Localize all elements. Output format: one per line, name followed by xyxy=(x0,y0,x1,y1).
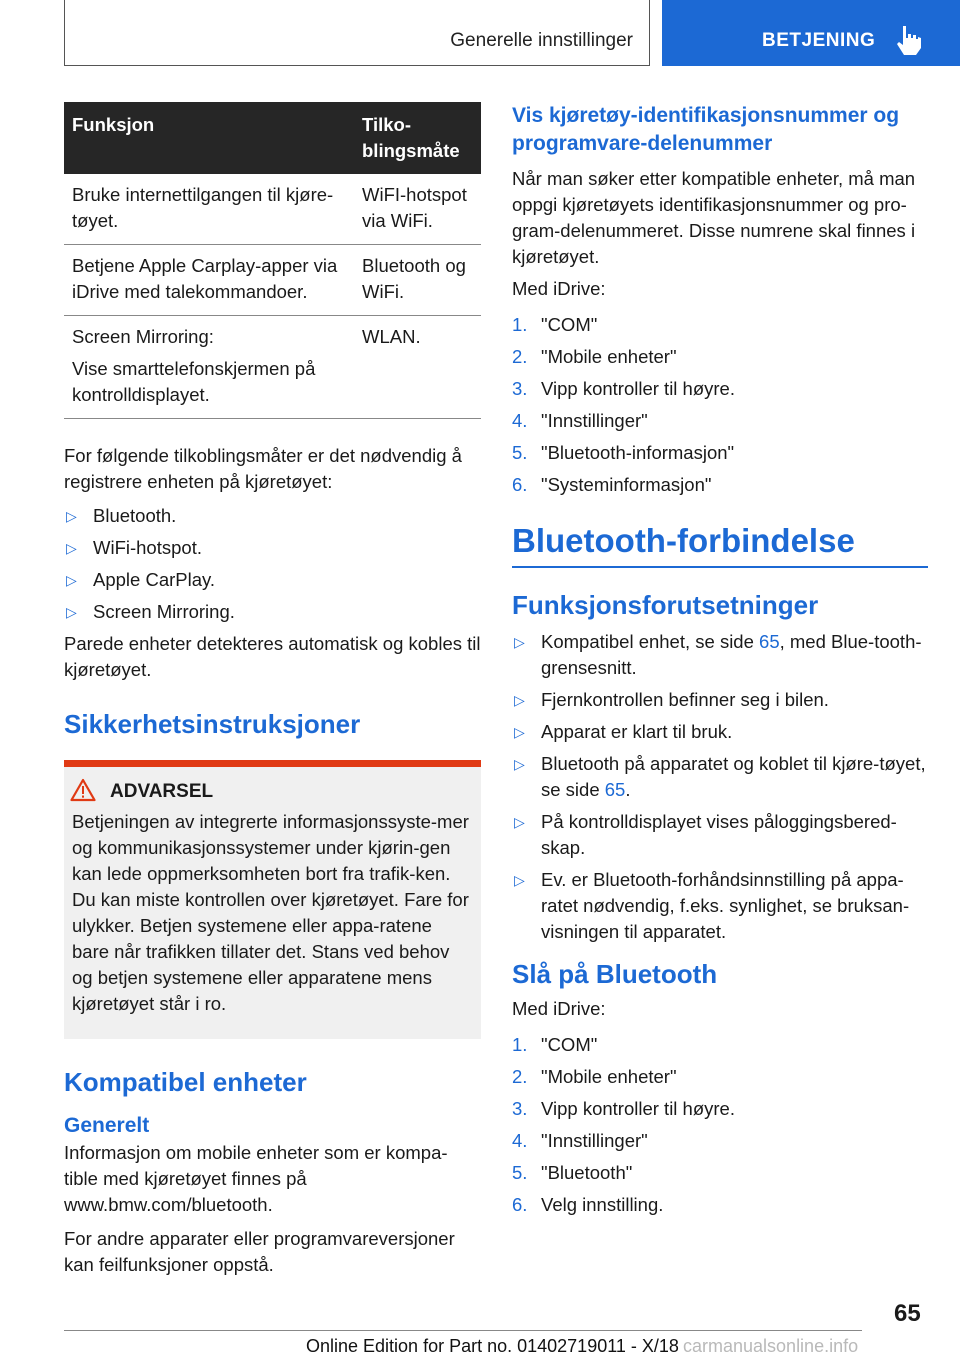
warning-title xyxy=(110,781,473,803)
table-cell-function xyxy=(64,174,354,245)
step-item xyxy=(512,1160,928,1186)
footer-edition: Online Edition for Part no. 01402719011 - X/18 xyxy=(306,1336,679,1356)
table-row xyxy=(64,316,481,419)
step-text: Vipp kontroller til høyre. xyxy=(541,1098,735,1119)
list-item xyxy=(512,751,928,803)
list-item xyxy=(64,567,481,593)
step-text: Velg innstilling. xyxy=(541,1194,664,1215)
step-number: 4. xyxy=(512,410,528,431)
cell-text: Betjene Apple Carplay-apper via iDrive med talekommandoer. xyxy=(72,255,338,302)
step-item xyxy=(512,1032,928,1058)
list-item xyxy=(512,629,928,681)
table-cell-function xyxy=(64,245,354,316)
list-item xyxy=(512,687,928,713)
triangle-bullet-icon: ▷ xyxy=(66,572,77,588)
list-item xyxy=(64,599,481,625)
general-info-text: Informasjon om mobile enheter som er kompa-tible med kjøretøyet finnes på www.bmw.com/bluetooth. xyxy=(64,1142,448,1215)
list-item-text: Fjernkontrollen befinner seg i bilen. xyxy=(541,689,829,710)
step-item xyxy=(512,1096,928,1122)
heading-compatible: Kompatibel enheter xyxy=(64,1067,307,1097)
watermark: carmanualsonline.info xyxy=(683,1336,859,1356)
vin-idrive-label: Med iDrive: xyxy=(512,278,606,299)
header-section-box xyxy=(64,0,650,66)
list-item-text: Ev. er Bluetooth-forhåndsinnstilling på appa-ratet nødvendig, f.eks. synlighet, se bruksan-visningen til apparatet. xyxy=(541,869,910,942)
step-number: 6. xyxy=(512,474,528,495)
list-item-text: , med Blue-tooth-grensesnitt. xyxy=(541,631,922,678)
step-number: 5. xyxy=(512,442,528,463)
step-number: 3. xyxy=(512,378,528,399)
list-item-text: Apple CarPlay. xyxy=(93,569,216,590)
triangle-bullet-icon: ▷ xyxy=(514,724,525,740)
step-text: "Bluetooth-informasjon" xyxy=(541,442,735,463)
connection-list xyxy=(64,503,481,625)
list-item-text: Bluetooth på apparatet og koblet til kjøre-tøyet, se side xyxy=(541,753,926,800)
hand-pointer-icon xyxy=(894,24,922,56)
chapter-tab-label: BETJENING xyxy=(762,30,876,51)
triangle-bullet-icon: ▷ xyxy=(66,604,77,620)
step-text: "Systeminformasjon" xyxy=(541,474,712,495)
paired-devices-text: Parede enheter detekteres automatisk og kobles til kjøretøyet. xyxy=(64,633,481,680)
step-text: Vipp kontroller til høyre. xyxy=(541,378,735,399)
step-number: 6. xyxy=(512,1194,528,1215)
triangle-bullet-icon: ▷ xyxy=(66,540,77,556)
page-reference-link[interactable]: 65 xyxy=(604,779,626,800)
warning-text: Betjeningen av integrerte informasjonssyste-mer og kommunikasjonssystemer under kjørin-gen kan lede oppmerksomheten bort fra trafik-ken. Du kan miste kontrollen over kjøretøyet. Fare for ulykker. Betjen systemene eller appa-ratene bare når trafikken tillater det. Stans ved behov og betjen systemene eller apparatene mens kjøretøyet står i ro. xyxy=(72,811,469,1014)
table-row xyxy=(64,245,481,316)
step-number: 4. xyxy=(512,1130,528,1151)
table-cell-connection xyxy=(354,174,481,245)
list-item xyxy=(512,867,928,945)
step-text: "Innstillinger" xyxy=(541,410,648,431)
cell-text: Bluetooth og WiFi. xyxy=(362,255,466,302)
cell-text: WiFI-hotspot via WiFi. xyxy=(362,184,467,231)
prerequisites-list xyxy=(512,629,928,945)
heading-safety: Sikkerhetsinstruksjoner xyxy=(64,709,361,739)
function-table xyxy=(64,102,481,419)
section-title: Generelle innstillinger xyxy=(450,30,633,51)
enable-steps xyxy=(512,1032,928,1218)
step-text: "COM" xyxy=(541,314,598,335)
triangle-bullet-icon: ▷ xyxy=(514,692,525,708)
heading-prerequisites: Funksjonsforutsetninger xyxy=(512,590,819,620)
list-item-text: . xyxy=(625,779,631,800)
step-item xyxy=(512,1192,928,1218)
step-item xyxy=(512,344,928,370)
warning-triangle-icon xyxy=(70,778,96,802)
list-item xyxy=(64,503,481,529)
warning-title-text: ADVARSEL xyxy=(110,781,214,802)
left-column xyxy=(64,102,481,1278)
heading-vin-software: Vis kjøretøy-identifikasjonsnummer og programvare-delenummer xyxy=(512,104,900,155)
vin-steps xyxy=(512,312,928,498)
step-number: 3. xyxy=(512,1098,528,1119)
table-header-connection: Tilko-blingsmåte xyxy=(354,102,481,174)
right-column xyxy=(512,102,928,1224)
step-number: 1. xyxy=(512,1034,528,1055)
cell-text: WLAN. xyxy=(362,326,421,347)
chapter-tab[interactable] xyxy=(662,0,960,66)
step-item xyxy=(512,1128,928,1154)
list-item-text: Apparat er klart til bruk. xyxy=(541,721,733,742)
list-item-text: Kompatibel enhet, se side xyxy=(541,631,760,652)
list-item xyxy=(64,535,481,561)
triangle-bullet-icon: ▷ xyxy=(514,634,525,650)
cell-text: Bruke internettilgangen til kjøre-tøyet. xyxy=(72,184,334,231)
page-reference-link[interactable]: 65 xyxy=(759,631,780,652)
step-text: "Bluetooth" xyxy=(541,1162,633,1183)
list-item-text: På kontrolldisplayet vises påloggingsbered-skap. xyxy=(541,811,897,858)
list-item-text: WiFi-hotspot. xyxy=(93,537,202,558)
triangle-bullet-icon: ▷ xyxy=(514,756,525,772)
list-item-text: Screen Mirroring. xyxy=(93,601,235,622)
step-number: 1. xyxy=(512,314,528,335)
step-item xyxy=(512,408,928,434)
list-item xyxy=(512,809,928,861)
step-number: 5. xyxy=(512,1162,528,1183)
table-header-row xyxy=(64,102,481,174)
step-text: "COM" xyxy=(541,1034,598,1055)
footer-divider xyxy=(64,1330,862,1331)
heading-bluetooth-connection: Bluetooth-forbindelse xyxy=(512,522,928,568)
warning-box xyxy=(64,760,481,1039)
cell-text: Screen Mirroring: xyxy=(72,326,214,347)
table-cell-connection xyxy=(354,245,481,316)
triangle-bullet-icon: ▷ xyxy=(66,508,77,524)
registration-intro: For følgende tilkoblingsmåter er det nødvendig å registrere enheten på kjøretøyet: xyxy=(64,445,462,492)
step-item xyxy=(512,1064,928,1090)
table-cell-connection xyxy=(354,316,481,419)
vin-intro-text: Når man søker etter kompatible enheter, må man oppgi kjøretøyets identifikasjonsnummer og pro-gram-delenummeret. Disse numrene skal finnes i kjøretøyet. xyxy=(512,168,916,267)
table-cell-function xyxy=(64,316,354,419)
table-header-function: Funksjon xyxy=(64,102,354,174)
list-item xyxy=(512,719,928,745)
step-number: 2. xyxy=(512,346,528,367)
step-text: "Mobile enheter" xyxy=(541,1066,677,1087)
enable-idrive-label: Med iDrive: xyxy=(512,998,606,1019)
general-malfunction-text: For andre apparater eller programvareversjoner kan feilfunksjoner oppstå. xyxy=(64,1228,455,1275)
heading-general: Generelt xyxy=(64,1114,150,1137)
step-item xyxy=(512,440,928,466)
step-text: "Mobile enheter" xyxy=(541,346,677,367)
heading-enable-bluetooth: Slå på Bluetooth xyxy=(512,959,718,989)
triangle-bullet-icon: ▷ xyxy=(514,814,525,830)
list-item-text: Bluetooth. xyxy=(93,505,177,526)
cell-text: Vise smarttelefonskjermen på kontrolldisplayet. xyxy=(72,358,316,405)
step-item xyxy=(512,472,928,498)
page-number: 65 xyxy=(894,1300,921,1327)
table-row xyxy=(64,174,481,245)
step-text: "Innstillinger" xyxy=(541,1130,648,1151)
triangle-bullet-icon: ▷ xyxy=(514,872,525,888)
step-number: 2. xyxy=(512,1066,528,1087)
step-item xyxy=(512,376,928,402)
step-item xyxy=(512,312,928,338)
